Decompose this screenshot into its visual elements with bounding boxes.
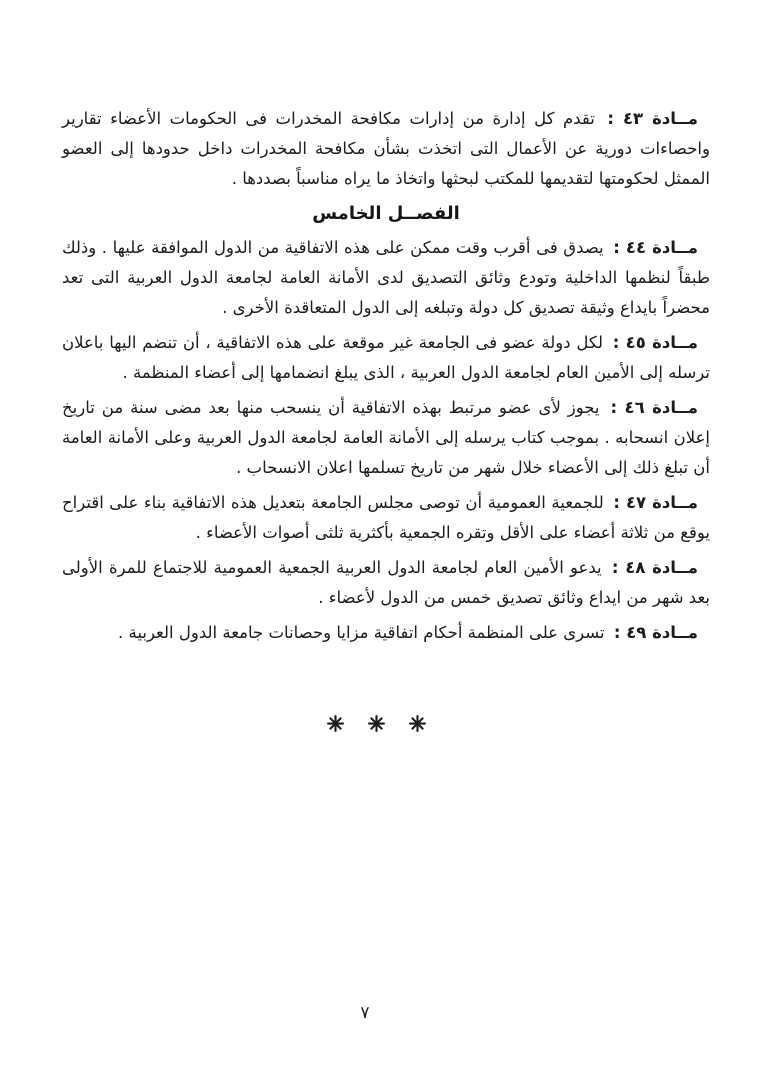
section-separator bbox=[52, 715, 700, 732]
asterisk-icon bbox=[368, 715, 385, 732]
article-48-body: يدعو الأمين العام لجامعة الدول العربية الجمعية العمومية للاجتماع للمرة الأولى بعد شهر من ايداع وثائق تصديق خمس من الدول لأعضاء . bbox=[62, 558, 710, 607]
article-47-body: للجمعية العمومية أن توصى مجلس الجامعة بتعديل هذه الاتفاقية بناء على اقتراح يوقع من ثلاثة أعضاء على الأقل وتقره الجمعية بأكثرية ثلثى أصوات الأعضاء . bbox=[62, 493, 710, 542]
asterisk-icon bbox=[409, 715, 426, 732]
article-43-body: تقدم كل إدارة من إدارات مكافحة المخدرات فى الحكومات الأعضاء تقارير واحصاءات دورية عن الأعمال التى اتخذت بشأن مكافحة المخدرات داخل حدودها إلى العضو الممثل لحكومتها لتقديمها للمكتب لبحثها واتخاذ ما يراه مناسباً بصددها . bbox=[62, 109, 710, 188]
article-45-paragraph bbox=[62, 328, 710, 388]
article-47-paragraph bbox=[62, 488, 710, 548]
article-45-label: مــادة ٤٥ : bbox=[612, 333, 698, 352]
article-48-paragraph bbox=[62, 553, 710, 613]
document-body bbox=[62, 104, 710, 732]
chapter-five-heading: الفصــل الخامس bbox=[312, 203, 460, 224]
article-44-label: مــادة ٤٤ : bbox=[613, 238, 698, 257]
article-45-body: لكل دولة عضو فى الجامعة غير موقعة على هذه الاتفاقية ، أن تنضم اليها باعلان ترسله إلى الأمين العام لجامعة الدول العربية ، الذى يبلغ انضمامها إلى أعضاء المنظمة . bbox=[62, 333, 710, 382]
article-43-paragraph bbox=[62, 104, 710, 194]
article-44-body: يصدق فى أقرب وقت ممكن على هذه الاتفاقية من الدول الموافقة عليها . وذلك طبقاً لنظمها الداخلية وتودع وثائق التصديق لدى الأمانة العامة لجامعة الدول العربية التى تعد محضراً بايداع وثيقة تصديق كل دولة وتبلغه إلى الدول المتعاقدة الأخرى . bbox=[62, 238, 710, 317]
article-47-label: مــادة ٤٧ : bbox=[613, 493, 698, 512]
article-49-label: مــادة ٤٩ : bbox=[613, 623, 698, 642]
page-number: ٧ bbox=[360, 1003, 370, 1023]
article-49-body: تسرى على المنظمة أحكام اتفاقية مزايا وحصانات جامعة الدول العربية . bbox=[118, 623, 605, 642]
article-46-label: مــادة ٤٦ : bbox=[610, 398, 699, 417]
asterisk-icon bbox=[327, 715, 344, 732]
article-49-paragraph bbox=[62, 618, 710, 648]
article-46-paragraph bbox=[62, 393, 710, 483]
article-46-body: يجوز لأى عضو مرتبط بهذه الاتفاقية أن ينسحب منها بعد مضى سنة من تاريخ إعلان انسحابه . بموجب كتاب يرسله إلى الأمانة العامة لجامعة الدول العربية وعلى الأمانة العامة أن تبلغ ذلك إلى الأعضاء خلال شهر من تاريخ تسلمها اعلان الانسحاب . bbox=[62, 398, 710, 477]
article-48-label: مــادة ٤٨ : bbox=[611, 558, 698, 577]
article-43-label: مــادة ٤٣ : bbox=[607, 109, 699, 128]
article-44-paragraph bbox=[62, 233, 710, 323]
